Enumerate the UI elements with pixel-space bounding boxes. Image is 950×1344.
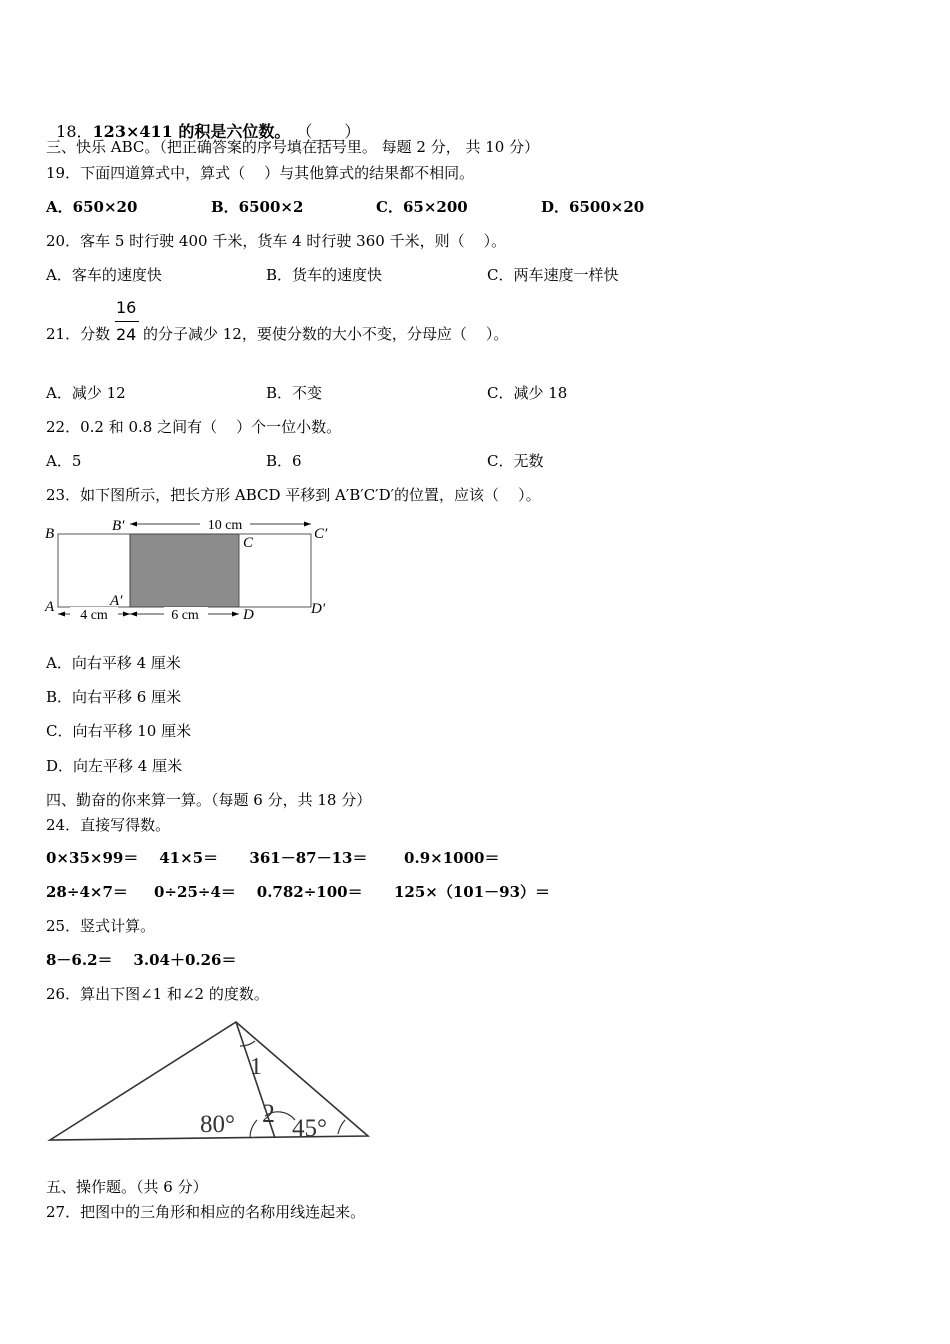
fraction-bar: [115, 321, 139, 322]
question-26: 26．算出下图∠1 和∠2 的度数。: [46, 985, 269, 1003]
label-c-prime: C′: [314, 526, 328, 542]
question-27: 27．把图中的三角形和相应的名称用线连起来。: [46, 1203, 366, 1221]
shaded-rectangle: [130, 534, 239, 607]
option-c: C．减少 18: [487, 384, 568, 402]
section-3-title: 三、快乐 ABC。（把正确答案的序号填在括号里。 每题 2 分， 共 10 分）: [46, 138, 540, 156]
label-a-prime: A′: [110, 593, 123, 609]
calc-row-vertical: 8－6.2＝ 3.04＋0.26＝: [46, 951, 237, 969]
option-a: A．减少 12: [46, 384, 126, 402]
question-21-suffix: 的分子减少 12，要使分数的大小不变，分母应（ ）。: [143, 325, 509, 343]
calc-row-2: 28÷4×7＝ 0÷25÷4＝ 0.782÷100＝ 125×（101－93）＝: [46, 883, 551, 901]
option-a: A．客车的速度快: [46, 266, 162, 284]
label-b: B: [45, 526, 55, 542]
dim-label-bottom: 6 cm: [171, 608, 199, 623]
section-5-title: 五、操作题。（共 6 分）: [46, 1178, 208, 1196]
option-c: C．两车速度一样快: [487, 266, 619, 284]
option-b: B．6: [266, 452, 302, 470]
option-a: A．向右平移 4 厘米: [46, 654, 181, 672]
dim-label-top: 10 cm: [207, 518, 243, 533]
question-number: 18．: [56, 122, 93, 141]
question-23: 23．如下图所示，把长方形 ABCD 平移到 A′B′C′D′的位置，应该（ ）。: [46, 486, 541, 504]
question-21-prefix: 21．分数: [46, 325, 111, 343]
angle-45-label: 45°: [292, 1115, 327, 1142]
option-d: D．向左平移 4 厘米: [46, 757, 183, 775]
fraction-numerator: 16: [116, 298, 137, 317]
option-c: C．65×200: [376, 198, 468, 216]
question-18: [46, 102, 360, 142]
question-20: 20．客车 5 时行驶 400 千米，货车 4 时行驶 360 千米，则（ ）。: [46, 232, 507, 250]
question-25: 25．竖式计算。: [46, 917, 156, 935]
angle-1-label: 1: [250, 1054, 262, 1080]
fraction-denominator: 24: [116, 325, 137, 344]
question-text: 123×411 的积是六位数。: [92, 122, 291, 141]
answer-blank: （____）: [304, 122, 361, 141]
option-b: B．货车的速度快: [266, 266, 383, 284]
question-24: 24．直接写得数。: [46, 816, 171, 834]
option-a: A．650×20: [46, 198, 138, 216]
section-4-title: 四、勤奋的你来算一算。（每题 6 分，共 18 分）: [46, 791, 372, 809]
option-c: C．向右平移 10 厘米: [46, 722, 192, 740]
angle-2-label: 2: [262, 1099, 275, 1128]
label-c: C: [243, 535, 254, 551]
option-c: C．无数: [487, 452, 544, 470]
label-a: A: [45, 599, 55, 615]
option-b: B．不变: [266, 384, 323, 402]
option-b: B．向右平移 6 厘米: [46, 688, 182, 706]
question-22: 22．0.2 和 0.8 之间有（ ）个一位小数。: [46, 418, 342, 436]
option-d: D．6500×20: [541, 198, 645, 216]
option-a: A．5: [46, 452, 82, 470]
angle-80-label: 80°: [200, 1111, 235, 1138]
triangle-figure: [40, 1012, 380, 1152]
translation-figure: [40, 512, 340, 630]
label-b-prime: B′: [112, 518, 125, 534]
question-19: 19．下面四道算式中，算式（ ）与其他算式的结果都不相同。: [46, 164, 475, 182]
label-d: D: [243, 607, 254, 623]
label-d-prime: D′: [311, 601, 326, 617]
calc-row-1: 0×35×99＝ 41×5＝ 361－87－13＝ 0.9×1000＝: [46, 849, 500, 867]
option-b: B．6500×2: [211, 198, 304, 216]
dim-label-left: 4 cm: [80, 608, 108, 623]
